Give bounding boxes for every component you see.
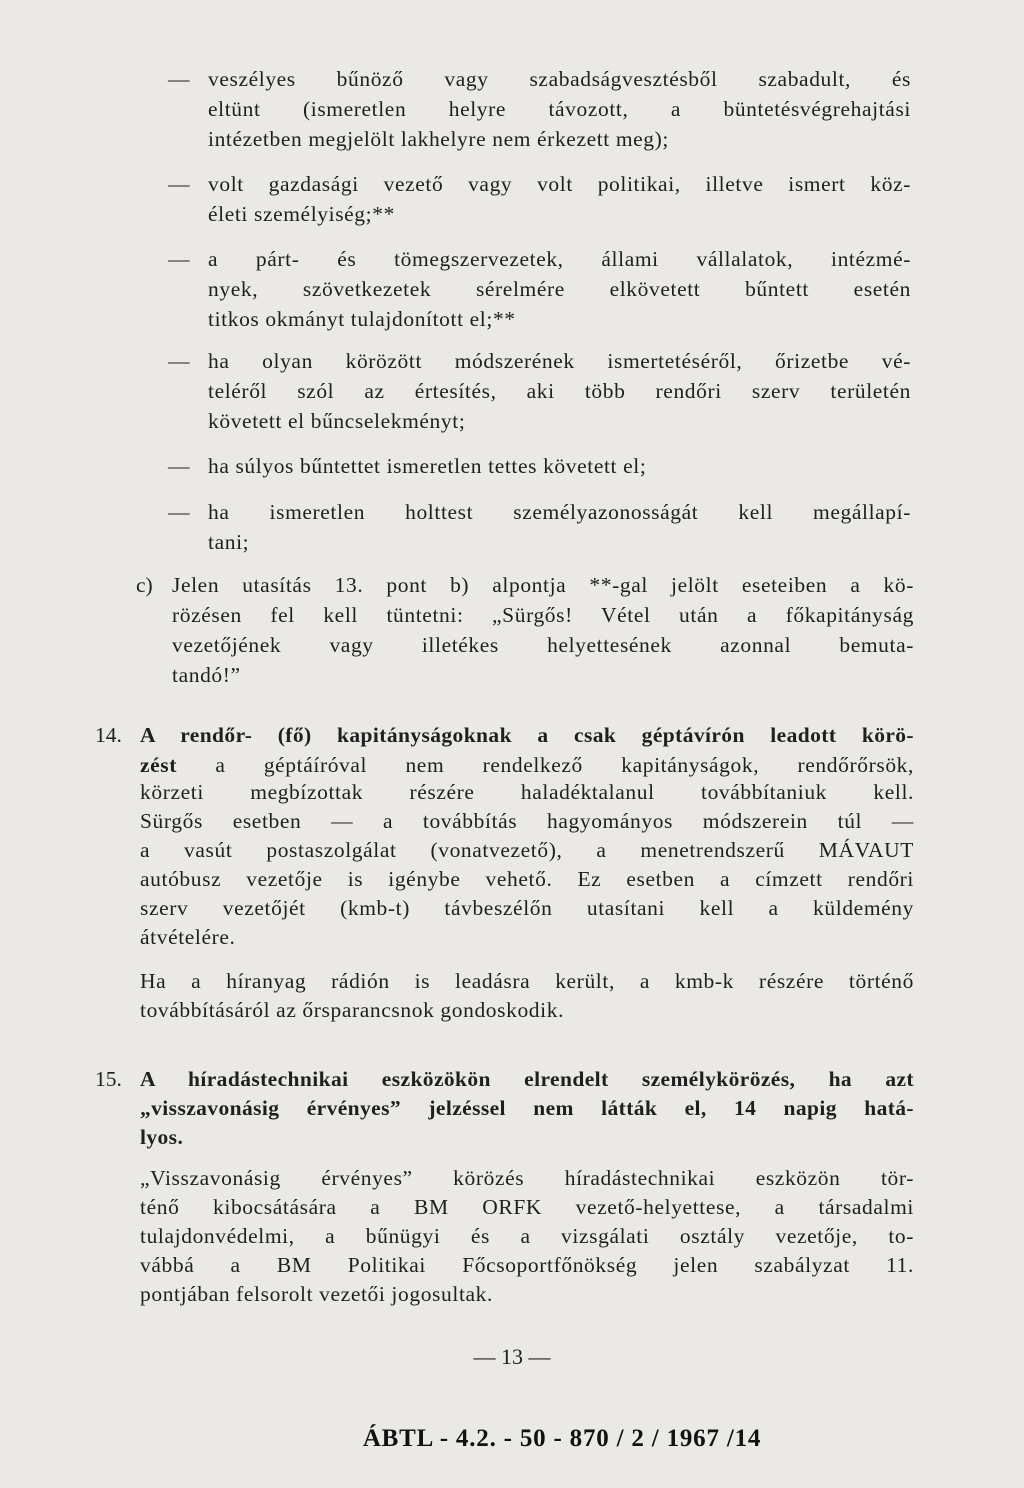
section-14-bold-word: zést bbox=[140, 753, 178, 777]
section-14-line-2 bbox=[140, 750, 914, 780]
dash-item-1-line-1: veszélyes bűnöző vagy szabadságvesztésből szabadult, és bbox=[208, 67, 911, 91]
section-14-line-4: Sürgős esetben — a továbbítás hagyományos módszerein túl — bbox=[140, 809, 914, 833]
section-15-para2-line-2: ténő kibocsátására a BM ORFK vezető-helyettese, a társadalmi bbox=[140, 1195, 914, 1219]
section-15-bold-line-1: A híradástechnikai eszközökön elrendelt személykörözés, ha azt bbox=[140, 1067, 914, 1091]
section-15-number: 15. bbox=[95, 1067, 122, 1091]
dash-item-3-line-1: a párt- és tömegszervezetek, állami vállalatok, intézmé- bbox=[208, 247, 911, 271]
dash-item-2-line-1: volt gazdasági vezető vagy volt politikai, illetve ismert köz- bbox=[208, 172, 911, 196]
dash-item-4-line-2: teléről szól az értesítés, aki több rendőri szerv területén bbox=[208, 379, 911, 403]
list-dash: — bbox=[168, 454, 190, 478]
section-14-para2-line-1: Ha a híranyag rádión is leadásra került, a kmb-k részére történő bbox=[140, 969, 914, 993]
section-14-line-8: átvételére. bbox=[140, 925, 236, 949]
section-14-line-3: körzeti megbízottak részére haladéktalanul továbbítaniuk kell. bbox=[140, 780, 914, 804]
dash-item-3-line-2: nyek, szövetkezetek sérelmére elkövetett bűntett esetén bbox=[208, 277, 911, 301]
list-dash: — bbox=[168, 349, 190, 373]
item-c-line-4: tandó!” bbox=[172, 663, 241, 687]
dash-item-2-line-2: életi személyiség;** bbox=[208, 202, 395, 226]
section-14-line-5: a vasút postaszolgálat (vonatvezető), a menetrendszerű MÁVAUT bbox=[140, 838, 914, 862]
list-dash: — bbox=[168, 500, 190, 524]
section-14-number: 14. bbox=[95, 723, 122, 747]
dash-item-6-line-2: tani; bbox=[208, 530, 250, 554]
section-14-line-2-rest: a géptáíróval nem rendelkező kapitányságok, rendőrőrsök, bbox=[177, 753, 914, 777]
dash-item-1-line-2: eltünt (ismeretlen helyre távozott, a büntetésvégrehajtási bbox=[208, 97, 911, 121]
item-c-line-1: Jelen utasítás 13. pont b) alpontja **-gal jelölt eseteiben a kö- bbox=[172, 573, 914, 597]
item-c-line-2: rözésen fel kell tüntetni: „Sürgős! Vétel után a főkapitányság bbox=[172, 603, 914, 627]
dash-item-4-line-1: ha olyan körözött módszerének ismertetéséről, őrizetbe vé- bbox=[208, 349, 911, 373]
section-14-bold-line-1: A rendőr- (fő) kapitányságoknak a csak géptávírón leadott körö- bbox=[140, 723, 914, 747]
dash-item-1-line-3: intézetben megjelölt lakhelyre nem érkezett meg); bbox=[208, 127, 669, 151]
section-15-para2-line-1: „Visszavonásig érvényes” körözés híradástechnikai eszközön tör- bbox=[140, 1166, 914, 1190]
section-14-para2-line-2: továbbításáról az őrsparancsnok gondoskodik. bbox=[140, 998, 565, 1022]
dash-item-3-line-3: titkos okmányt tulajdonított el;** bbox=[208, 307, 516, 331]
page-number: — 13 — bbox=[473, 1344, 551, 1369]
archive-reference: ÁBTL - 4.2. - 50 - 870 / 2 / 1967 /14 bbox=[362, 1425, 762, 1452]
section-15-bold-line-2: „visszavonásig érvényes” jelzéssel nem látták el, 14 napig hatá- bbox=[140, 1096, 914, 1120]
section-14-line-6: autóbusz vezetője is igénybe vehető. Ez esetben a címzett rendőri bbox=[140, 867, 914, 891]
dash-item-5-line-1: ha súlyos bűntettet ismeretlen tettes követett el; bbox=[208, 454, 647, 478]
item-c-line-3: vezetőjének vagy illetékes helyettesének azonnal bemuta- bbox=[172, 633, 914, 657]
dash-item-4-line-3: követett el bűncselekményt; bbox=[208, 409, 466, 433]
item-c-label: c) bbox=[136, 573, 153, 597]
section-15-bold-line-3: lyos. bbox=[140, 1125, 184, 1149]
section-15-para2-line-5: pontjában felsorolt vezetői jogosultak. bbox=[140, 1282, 493, 1306]
dash-item-6-line-1: ha ismeretlen holttest személyazonosságát kell megállapí- bbox=[208, 500, 911, 524]
section-15-para2-line-4: vábbá a BM Politikai Főcsoportfőnökség jelen szabályzat 11. bbox=[140, 1253, 914, 1277]
list-dash: — bbox=[168, 247, 190, 271]
list-dash: — bbox=[168, 67, 190, 91]
section-15-para2-line-3: tulajdonvédelmi, a bűnügyi és a vizsgálati osztály vezetője, to- bbox=[140, 1224, 914, 1248]
list-dash: — bbox=[168, 172, 190, 196]
section-14-line-7: szerv vezetőjét (kmb-t) távbeszélőn utasítani kell a küldemény bbox=[140, 896, 914, 920]
